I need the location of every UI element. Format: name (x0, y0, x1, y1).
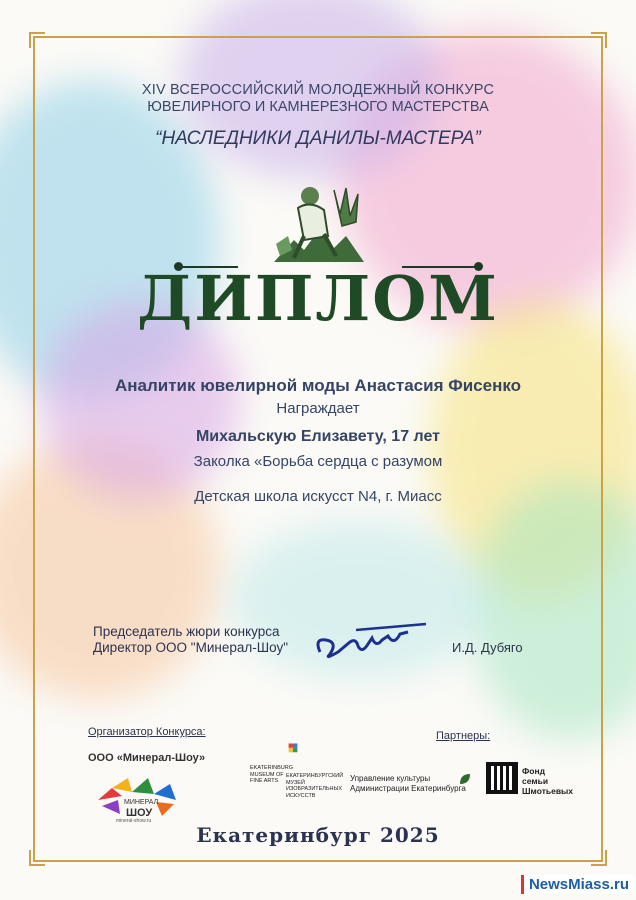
fund-logo-icon (486, 762, 518, 794)
frame-corner (29, 32, 45, 48)
svg-text:МИНЕРАЛ: МИНЕРАЛ (124, 799, 159, 806)
diploma-title: ДИПЛОМ (137, 262, 499, 335)
frame-corner (29, 850, 45, 866)
fund-line-1: Фонд (522, 766, 545, 776)
watermark: NewsMiass.ru (521, 875, 634, 894)
culture-line-2: Администрации Екатеринбурга (350, 784, 466, 793)
director-title: Директор ООО "Минерал-Шоу" (93, 640, 289, 655)
city-year: Екатеринбург 2025 (196, 823, 440, 847)
culture-line-1: Управление культуры (350, 774, 431, 783)
fund-name (522, 766, 573, 796)
chairman-name: И.Д. Дубяго (452, 640, 523, 655)
fund-line-3: Шмотьевых (522, 786, 574, 796)
awarder: Аналитик ювелирной моды Анастасия Фиcенко (114, 376, 522, 395)
organizer-website: mineral-show.ru (116, 818, 152, 824)
museum-name-ru: ЕКАТЕРИНБУРГСКИЙ МУЗЕЙ ИЗОБРАЗИТЕЛЬНЫХ ИСКУССТВ (286, 773, 344, 799)
school-name: Детская школа искусст N4, г. Миасс (194, 488, 442, 505)
museum-logo-icon (284, 742, 324, 764)
recipient-name: Михальскую Елизавету, 17 лет (195, 428, 441, 445)
museum-name-en: EKATERINBURG MUSEUM OF FINE ARTS (250, 765, 293, 784)
culture-dept (350, 774, 466, 794)
organizer-label: Организатор Конкурса: (88, 726, 206, 738)
awards-verb: Награждает (276, 400, 360, 417)
leaf-icon (458, 772, 472, 786)
partners-label: Партнеры: (436, 730, 491, 742)
contest-name: “НАСЛЕДНИКИ ДАНИЛЫ-МАСТЕРА” (155, 128, 481, 149)
frame-corner (591, 850, 607, 866)
work-title: Заколка «Борьба сердца с разумом (193, 453, 443, 470)
svg-text:ШОУ: ШОУ (126, 807, 153, 819)
mineral-show-logo-icon (92, 770, 182, 820)
chairman-title: Председатель жюри конкурса (93, 624, 280, 639)
frame-corner (591, 32, 607, 48)
craftsman-emblem-icon (264, 170, 374, 266)
contest-line-1: XIV ВСЕРОССИЙСКИЙ МОЛОДЕЖНЫЙ КОНКУРС (141, 82, 495, 98)
fund-line-2: семьи (522, 776, 549, 786)
gold-frame (33, 36, 603, 862)
organizer-name: ООО «Минерал-Шоу» (88, 752, 206, 764)
handwritten-signature-icon (308, 616, 438, 666)
contest-line-2: ЮВЕЛИРНОГО И КАМНЕРЕЗНОГО МАСТЕРСТВА (147, 99, 489, 115)
